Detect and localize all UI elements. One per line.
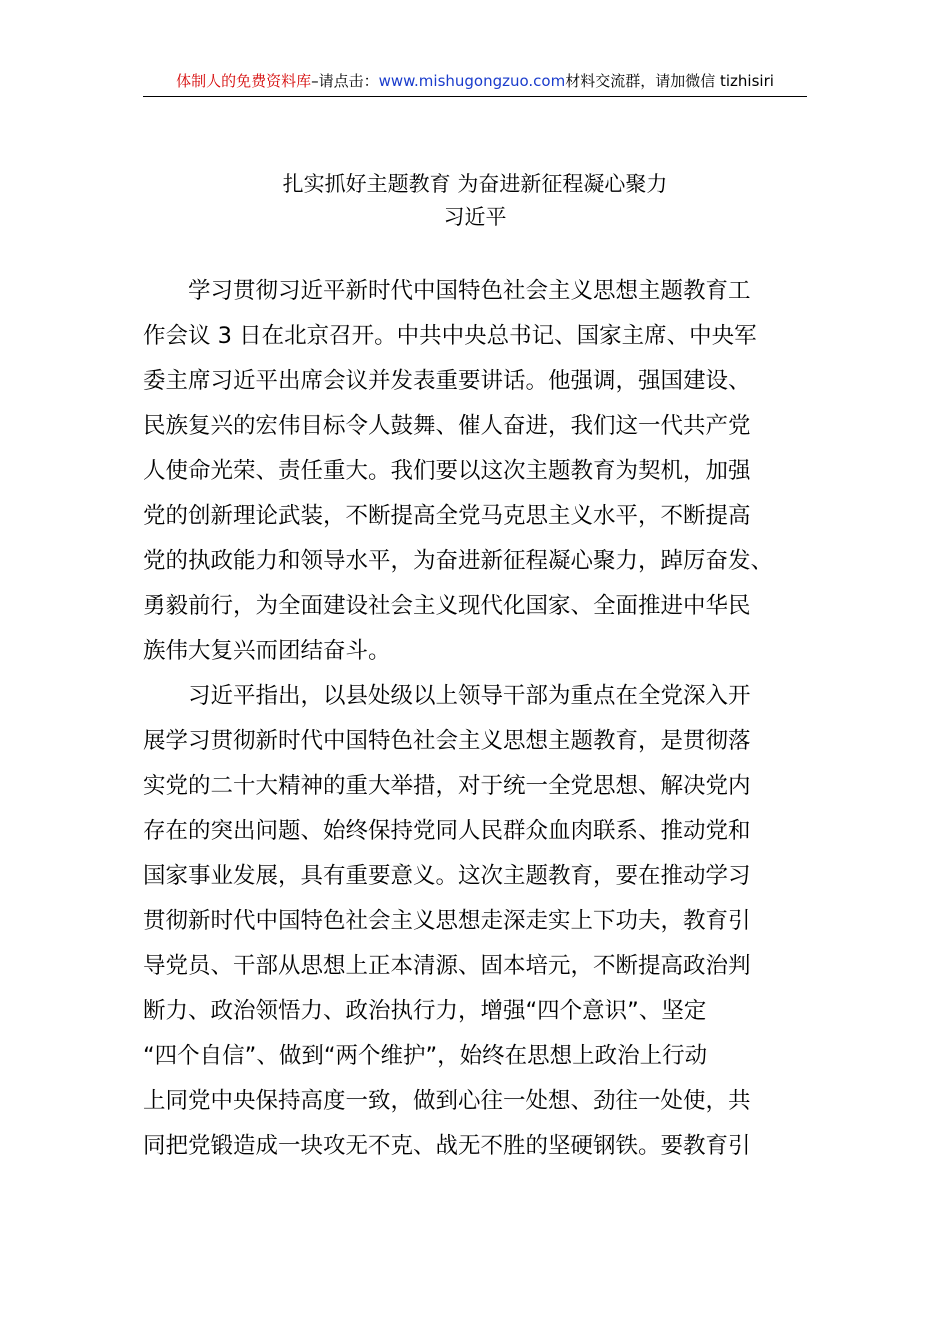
body-line: “四个自信”、做到“两个维护”，始终在思想上政治上行动 — [143, 1043, 708, 1069]
body-line: 上同党中央保持高度一致，做到心往一处想、劲往一处使，共 — [143, 1088, 751, 1114]
body-line: 学习贯彻习近平新时代中国特色社会主义思想主题教育工 — [188, 278, 751, 304]
body-line: 导党员、干部从思想上正本清源、固本培元，不断提高政治判 — [143, 953, 751, 979]
body-line: 党的创新理论武装，不断提高全党马克思主义水平，不断提高 — [143, 503, 751, 529]
body-line: 习近平指出，以县处级以上领导干部为重点在全党深入开 — [188, 683, 751, 709]
body-line: 实党的二十大精神的重大举措，对于统一全党思想、解决党内 — [143, 773, 751, 799]
body-line: 委主席习近平出席会议并发表重要讲话。他强调，强国建设、 — [143, 368, 751, 394]
body-line: 断力、政治领悟力、政治执行力，增强“四个意识”、坚定 — [143, 998, 707, 1024]
header-brand[interactable]: 体制人的免费资料库 — [176, 72, 312, 90]
document-title: 扎实抓好主题教育 为奋进新征程凝心聚力 — [282, 172, 668, 196]
body-line: 人使命光荣、责任重大。我们要以这次主题教育为契机，加强 — [143, 458, 751, 484]
body-line: 同把党锻造成一块攻无不克、战无不胜的坚硬钢铁。要教育引 — [143, 1133, 751, 1159]
body-line: 国家事业发展，具有重要意义。这次主题教育，要在推动学习 — [143, 863, 751, 889]
document-body — [143, 269, 823, 1169]
body-line: 民族复兴的宏伟目标令人鼓舞、催人奋进，我们这一代共产党 — [143, 413, 751, 439]
header-note: 材料交流群，请加微信 tizhisiri — [565, 72, 774, 90]
body-line: 存在的突出问题、始终保持党同人民群众血肉联系、推动党和 — [143, 818, 751, 844]
body-line: 党的执政能力和领导水平，为奋进新征程凝心聚力，踔厉奋发、 — [143, 548, 774, 574]
body-line: 勇毅前行，为全面建设社会主义现代化国家、全面推进中华民 — [143, 593, 751, 619]
document-author: 习近平 — [443, 205, 507, 229]
header-link[interactable]: www.mishugongzuo.com — [378, 72, 566, 90]
header-separator: –请点击： — [311, 72, 379, 90]
body-line: 作会议 3 日在北京召开。中共中央总书记、国家主席、中央军 — [143, 323, 757, 349]
page-header — [143, 66, 807, 97]
body-line: 贯彻新时代中国特色社会主义思想走深走实上下功夫，教育引 — [143, 908, 751, 934]
body-line: 族伟大复兴而团结奋斗。 — [143, 638, 391, 664]
body-line: 展学习贯彻新时代中国特色社会主义思想主题教育，是贯彻落 — [143, 728, 751, 754]
